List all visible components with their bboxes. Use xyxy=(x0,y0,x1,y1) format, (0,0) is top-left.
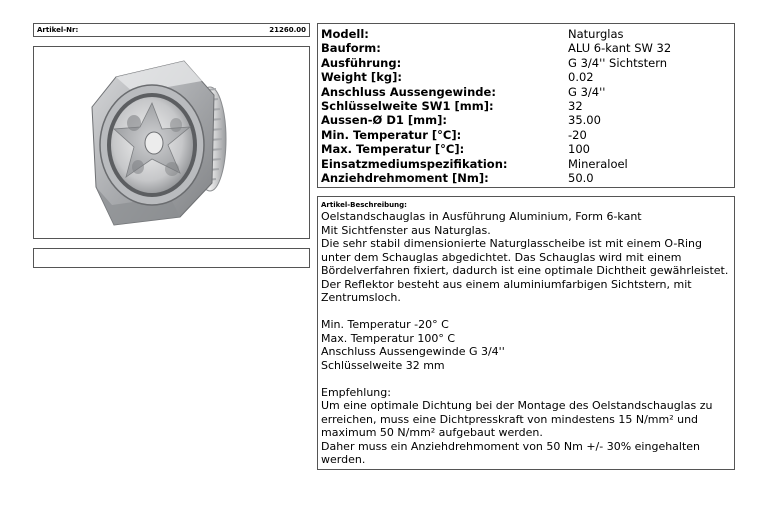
description-line: unter dem Schauglas abgedichtet. Das Schauglas wird mit einem xyxy=(321,250,682,264)
spec-label: Einsatzmediumspezifikation: xyxy=(321,156,508,171)
description-line: Der Reflektor besteht aus einem aluminiumfarbigen Sichtstern, mit xyxy=(321,277,692,291)
spec-label: Anschluss Aussengewinde: xyxy=(321,84,496,99)
spec-label: Max. Temperatur [°C]: xyxy=(321,142,465,157)
spec-label: Aussen-Ø D1 [mm]: xyxy=(321,113,447,128)
center-hole xyxy=(145,132,163,154)
spec-value: G 3/4'' Sichtstern xyxy=(568,55,668,70)
spec-row xyxy=(321,41,731,55)
description-line: Empfehlung: xyxy=(321,385,391,399)
spec-label: Bauform: xyxy=(321,41,381,56)
description-line: Max. Temperatur 100° C xyxy=(321,331,456,345)
spec-row xyxy=(321,85,731,99)
description-box xyxy=(317,196,735,470)
paragraph-gap xyxy=(321,372,731,386)
spec-row xyxy=(321,157,731,171)
spec-value: 0.02 xyxy=(568,70,594,85)
spec-value: ALU 6-kant SW 32 xyxy=(568,41,672,56)
description-line: Um eine optimale Dichtung bei der Montage des Oelstandschauglas zu xyxy=(321,399,713,412)
description-line: Die sehr stabil dimensionierte Naturglasscheibe ist mit einem O-Ring xyxy=(321,237,703,250)
description-line: Schlüsselweite 32 mm xyxy=(321,358,445,372)
spec-row xyxy=(321,56,731,70)
spec-row xyxy=(321,128,731,142)
description-line: werden. xyxy=(321,453,366,466)
description-line: erreichen, muss eine Dichtpresskraft von mindestens 15 N/mm² und xyxy=(321,412,699,426)
description-body xyxy=(321,210,731,467)
spec-row xyxy=(321,70,731,84)
spec-row xyxy=(321,171,731,185)
spec-row xyxy=(321,142,731,156)
image-caption-box xyxy=(33,248,310,268)
description-line: Zentrumsloch. xyxy=(321,291,401,304)
spec-value: 32 xyxy=(568,98,583,113)
spec-label: Anziehdrehmoment [Nm]: xyxy=(321,170,489,185)
description-line: Min. Temperatur -20° C xyxy=(321,318,449,331)
description-line: maximum 50 N/mm² aufgebaut werden. xyxy=(321,426,543,439)
product-image xyxy=(33,46,310,239)
description-title: Artikel-Beschreibung: xyxy=(321,201,407,209)
description-line: Oelstandschauglas in Ausführung Aluminium, Form 6-kant xyxy=(321,210,642,223)
sight-glass-illustration xyxy=(34,47,309,238)
description-line: Bördelverfahren fixiert, dadurch ist eine optimale Dichtheit gewährleistet. xyxy=(321,264,729,277)
description-line: Anschluss Aussengewinde G 3/4'' xyxy=(321,345,505,358)
paragraph-gap xyxy=(321,305,731,319)
article-number-value: 21260.00 xyxy=(269,26,306,34)
spec-label: Schlüsselweite SW1 [mm]: xyxy=(321,98,494,113)
spec-row xyxy=(321,27,731,41)
spec-value: -20 xyxy=(568,127,587,142)
description-line: Mit Sichtfenster aus Naturglas. xyxy=(321,223,491,237)
spec-row xyxy=(321,99,731,113)
spec-label: Min. Temperatur [°C]: xyxy=(321,127,462,142)
spec-label: Modell: xyxy=(321,27,369,41)
article-number-label: Artikel-Nr: xyxy=(37,26,79,34)
spec-table xyxy=(317,23,735,188)
spec-label: Ausführung: xyxy=(321,55,402,70)
spec-value: 50.0 xyxy=(568,170,594,185)
spec-value: 35.00 xyxy=(568,113,601,128)
spec-label: Weight [kg]: xyxy=(321,70,402,85)
description-line: Daher muss ein Anziehdrehmoment von 50 Nm +/- 30% eingehalten xyxy=(321,439,701,453)
article-number-bar xyxy=(33,23,310,37)
spec-value: 100 xyxy=(568,142,590,157)
spec-value: G 3/4'' xyxy=(568,84,606,99)
spec-row xyxy=(321,113,731,127)
spec-value: Naturglas xyxy=(568,27,624,41)
spec-value: Mineraloel xyxy=(568,156,628,171)
